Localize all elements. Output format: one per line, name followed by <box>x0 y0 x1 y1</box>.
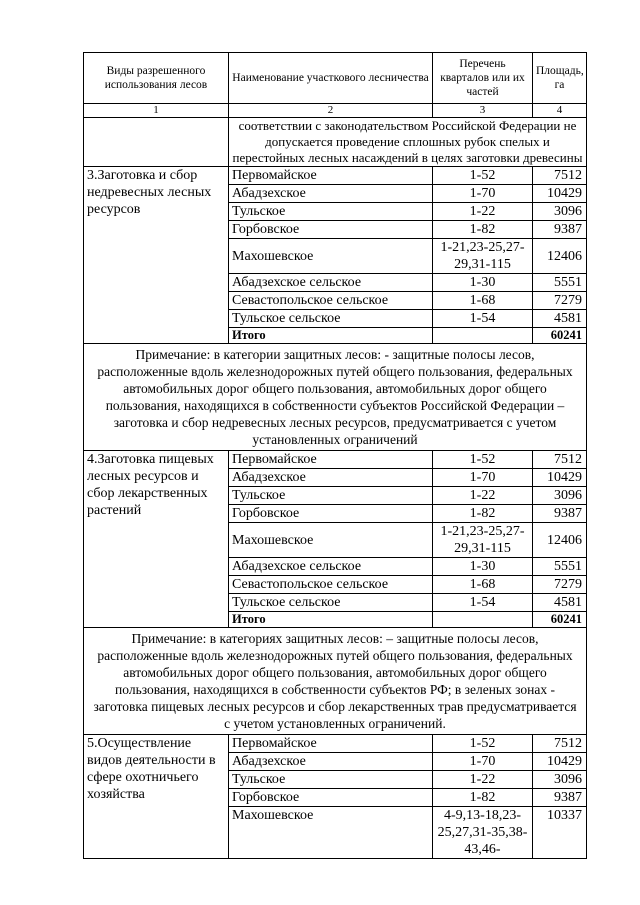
use-type-cell: 4.Заготовка пищевых лесных ресурсов и сбор лекарственных растений <box>84 451 229 628</box>
quarters-cell: 1-52 <box>433 451 533 469</box>
header-quarters: Перечень кварталов или их частей <box>433 53 533 104</box>
total-label: Итого <box>229 612 433 628</box>
continuation-text: соответствии с законодательством Российской Федерации не допускается проведение сплошных рубок спелых и перестойных лесных насаждений в целях заготовки древесины <box>229 118 587 167</box>
area-cell: 9387 <box>533 505 587 523</box>
area-cell: 12406 <box>533 239 587 274</box>
table-row <box>84 167 587 185</box>
quarters-cell: 1-52 <box>433 167 533 185</box>
area-cell: 3096 <box>533 203 587 221</box>
header-forestry-name: Наименование участкового лесничества <box>229 53 433 104</box>
quarters-cell: 1-82 <box>433 221 533 239</box>
empty-cell <box>433 612 533 628</box>
forestry-name: Горбовское <box>229 789 433 807</box>
table-row <box>84 451 587 469</box>
area-cell: 3096 <box>533 771 587 789</box>
area-cell: 7279 <box>533 292 587 310</box>
quarters-cell: 1-70 <box>433 753 533 771</box>
forestry-name: Тульское сельское <box>229 594 433 612</box>
area-cell: 10429 <box>533 753 587 771</box>
forestry-name: Севастопольское сельское <box>229 576 433 594</box>
quarters-cell: 1-68 <box>433 292 533 310</box>
area-cell: 5551 <box>533 274 587 292</box>
total-label: Итого <box>229 328 433 344</box>
continuation-row <box>84 118 587 167</box>
column-number: 3 <box>433 104 533 118</box>
quarters-cell: 1-70 <box>433 469 533 487</box>
header-area: Площадь, га <box>533 53 587 104</box>
quarters-cell: 1-68 <box>433 576 533 594</box>
quarters-cell: 1-22 <box>433 487 533 505</box>
quarters-cell: 1-22 <box>433 203 533 221</box>
area-cell: 10429 <box>533 469 587 487</box>
area-cell: 4581 <box>533 594 587 612</box>
area-cell: 5551 <box>533 558 587 576</box>
column-number: 4 <box>533 104 587 118</box>
quarters-cell: 1-82 <box>433 789 533 807</box>
area-cell: 3096 <box>533 487 587 505</box>
forestry-name: Абадзехское сельское <box>229 558 433 576</box>
forestry-name: Севастопольское сельское <box>229 292 433 310</box>
use-type-cell: 3.Заготовка и сбор недревесных лесных ресурсов <box>84 167 229 344</box>
document-page <box>83 52 586 859</box>
forestry-name: Махошевское <box>229 807 433 859</box>
forestry-name: Махошевское <box>229 523 433 558</box>
table-row <box>84 735 587 753</box>
note-text: Примечание: в категории защитных лесов: - защитные полосы лесов, расположенные вдоль железнодорожных путей общего пользования, федеральных автомобильных дорог общего пользования, автомобильных дорог общего пользования, находящихся в собственности субъектов Российской Федерации – заготовка и сбор недревесных лесных ресурсов, предусматривается с учетом установленных ограничений <box>84 344 587 451</box>
use-type-cell: 5.Осуществление видов деятельности в сфере охотничьего хозяйства <box>84 735 229 859</box>
quarters-cell: 4-9,13-18,23-25,27,31-35,38-43,46- <box>433 807 533 859</box>
quarters-cell: 1-21,23-25,27-29,31-115 <box>433 239 533 274</box>
note-row <box>84 344 587 451</box>
quarters-cell: 1-21,23-25,27-29,31-115 <box>433 523 533 558</box>
forestry-name: Тульское <box>229 771 433 789</box>
quarters-cell: 1-22 <box>433 771 533 789</box>
note-text: Примечание: в категориях защитных лесов: – защитные полосы лесов, расположенные вдоль железнодорожных путей общего пользования, федеральных автомобильных дорог общего пользования, автомобильных дорог общего пользования, находящихся в собственности субъектов РФ; в зеленых зонах - заготовка пищевых лесных ресурсов и сбор лекарственных трав предусматривается с учетом установленных ограничений. <box>84 628 587 735</box>
area-cell: 10429 <box>533 185 587 203</box>
quarters-cell: 1-30 <box>433 558 533 576</box>
area-cell: 12406 <box>533 523 587 558</box>
forestry-name: Абадзехское <box>229 753 433 771</box>
quarters-cell: 1-70 <box>433 185 533 203</box>
forestry-name: Тульское <box>229 203 433 221</box>
forestry-name: Тульское <box>229 487 433 505</box>
area-cell: 7512 <box>533 451 587 469</box>
area-cell: 7512 <box>533 735 587 753</box>
area-cell: 9387 <box>533 221 587 239</box>
column-number: 1 <box>84 104 229 118</box>
total-area: 60241 <box>533 328 587 344</box>
quarters-cell: 1-30 <box>433 274 533 292</box>
forestry-name: Горбовское <box>229 221 433 239</box>
forestry-name: Абадзехское <box>229 185 433 203</box>
forestry-name: Первомайское <box>229 735 433 753</box>
column-number: 2 <box>229 104 433 118</box>
forestry-name: Абадзехское <box>229 469 433 487</box>
quarters-cell: 1-52 <box>433 735 533 753</box>
area-cell: 4581 <box>533 310 587 328</box>
area-cell: 10337 <box>533 807 587 859</box>
header-use-type: Виды разрешенного использования лесов <box>84 53 229 104</box>
quarters-cell: 1-54 <box>433 594 533 612</box>
note-row <box>84 628 587 735</box>
forestry-name: Первомайское <box>229 451 433 469</box>
quarters-cell: 1-82 <box>433 505 533 523</box>
empty-cell <box>84 118 229 167</box>
header-row <box>84 53 587 104</box>
quarters-cell: 1-54 <box>433 310 533 328</box>
area-cell: 9387 <box>533 789 587 807</box>
forestry-name: Первомайское <box>229 167 433 185</box>
area-cell: 7512 <box>533 167 587 185</box>
forest-use-table <box>83 52 587 859</box>
forestry-name: Абадзехское сельское <box>229 274 433 292</box>
forestry-name: Тульское сельское <box>229 310 433 328</box>
area-cell: 7279 <box>533 576 587 594</box>
total-area: 60241 <box>533 612 587 628</box>
empty-cell <box>433 328 533 344</box>
forestry-name: Махошевское <box>229 239 433 274</box>
column-number-row <box>84 104 587 118</box>
forestry-name: Горбовское <box>229 505 433 523</box>
